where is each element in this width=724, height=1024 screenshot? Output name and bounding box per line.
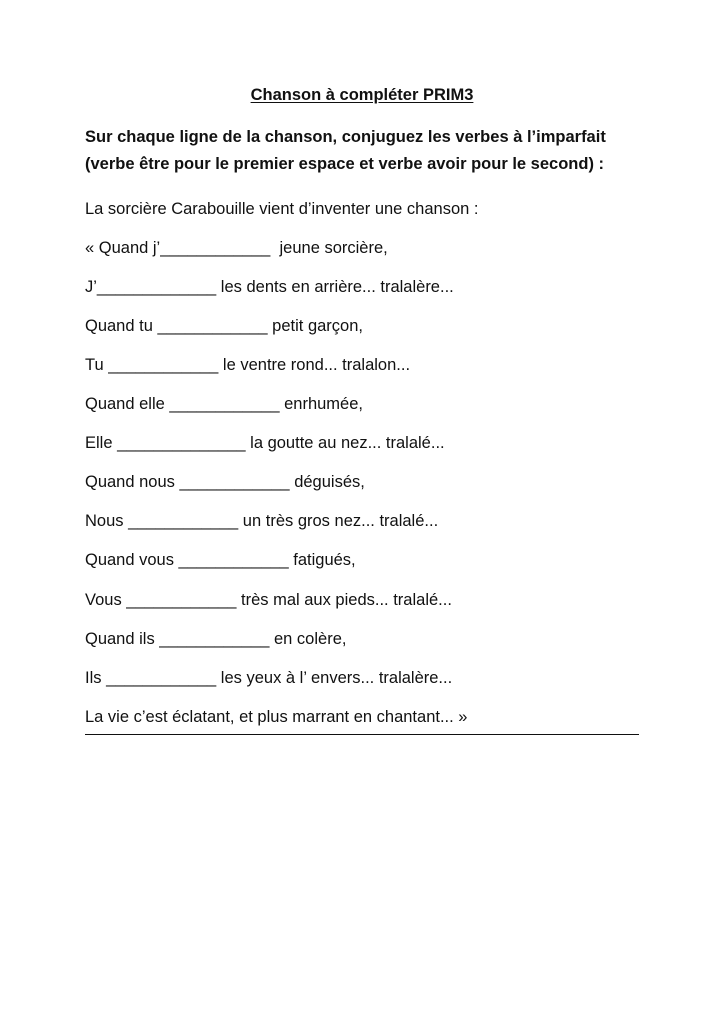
song-line-9: Quand vous ____________ fatigués, xyxy=(85,551,356,569)
song-line-4: Tu ____________ le ventre rond... tralalon... xyxy=(85,356,411,374)
document-title: Chanson à compléter PRIM3 xyxy=(250,86,474,104)
song-line-2: J’_____________ les dents en arrière... tralalère... xyxy=(85,278,454,296)
song-line-10: Vous ____________ très mal aux pieds... tralalé... xyxy=(85,591,452,609)
song-line-12: Ils ____________ les yeux à l’ envers... tralalère... xyxy=(85,669,453,687)
intro-text: La sorcière Carabouille vient d’inventer une chanson : xyxy=(85,200,479,218)
song-line-7: Quand nous ____________ déguisés, xyxy=(85,473,365,491)
song-line-11: Quand ils ____________ en colère, xyxy=(85,630,347,648)
song-line-8: Nous ____________ un très gros nez... tralalé... xyxy=(85,512,439,530)
song-line-13: La vie c’est éclatant, et plus marrant en chantant... » xyxy=(85,708,468,726)
song-line-6: Elle ______________ la goutte au nez... tralalé... xyxy=(85,434,445,452)
song-line-3: Quand tu ____________ petit garçon, xyxy=(85,317,363,335)
instruction xyxy=(85,124,665,178)
song-line-5: Quand elle ____________ enrhumée, xyxy=(85,395,363,413)
bottom-rule xyxy=(85,734,639,735)
song-line-1: « Quand j’____________ jeune sorcière, xyxy=(85,239,388,257)
instruction-line-1: Sur chaque ligne de la chanson, conjuguez les verbes à l’imparfait xyxy=(85,128,606,146)
instruction-line-2: (verbe être pour le premier espace et verbe avoir pour le second) : xyxy=(85,155,605,173)
